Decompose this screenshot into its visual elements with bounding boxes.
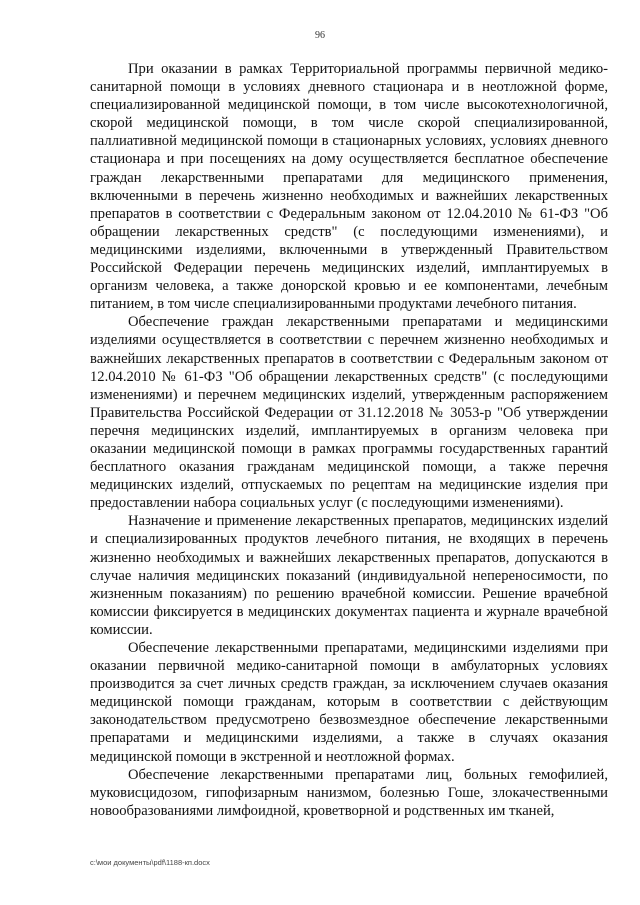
paragraph-3: Назначение и применение лекарственных препаратов, медицинских изделий и специализированных продуктов лечебного питания, не входящих в перечень жизненно необходимых и важнейших лекарственных препаратов, допускаются в случае наличия медицинских показаний (индивидуальной непереносимости, по жизненным показаниям) по решению врачебной комиссии. Решение врачебной комиссии фиксируется в медицинских документах пациента и журнале врачебной комиссии.	[90, 513, 608, 638]
page-number: 96	[315, 30, 325, 41]
paragraph-1: При оказании в рамках Территориальной программы первичной медико-санитарной помощи в условиях дневного стационара и в неотложной форме, специализированной медицинской помощи, в том числе высокотехнологичной, скорой медицинской помощи, в том числе скорой специализированной, паллиативной медицинской помощи в стационарных условиях, условиях дневного стационара и при посещениях на дому осуществляется бесплатное обеспечение граждан лекарственными препаратами для медицинского применения, включенными в перечень жизненно необходимых и важнейших лекарственных препаратов в соответствии с Федеральным законом от 12.04.2010 № 61-ФЗ "Об обращении лекарственных средств" (с последующими изменениями), и медицинскими изделиями, включенными в утвержденный Правительством Российской Федерации перечень медицинских изделий, имплантируемых в организм человека, а также донорской кровью и ее компонентами, лечебным питанием, в том числе специализированными продуктами лечебного питания.	[90, 61, 608, 313]
paragraph-2: Обеспечение граждан лекарственными препаратами и медицинскими изделиями осуществляется в соответствии с перечнем жизненно необходимых и важнейших лекарственных препаратов в соответствии с Федеральным законом от 12.04.2010 № 61-ФЗ "Об обращении лекарственных средств" (с последующими изменениями) и перечнем медицинских изделий, утвержденным распоряжением Правительства Российской Федерации от 31.12.2018 № 3053-р "Об утверждении перечня медицинских изделий, имплантируемых в организм человека при оказании медицинской помощи в рамках программы государственных гарантий бесплатного оказания гражданам медицинской помощи, а также перечня медицинских изделий, отпускаемых по рецептам на медицинские изделия при предоставлении набора социальных услуг (с последующими изменениями).	[90, 314, 608, 512]
paragraph-4: Обеспечение лекарственными препаратами, медицинскими изделиями при оказании первичной медико-санитарной помощи в амбулаторных условиях производится за счет личных средств граждан, за исключением случаев оказания медицинской помощи гражданам, которым в соответствии с действующим законодательством предусмотрено безвозмездное обеспечение лекарственными препаратами и медицинскими изделиями, а также в случаях оказания медицинской помощи в экстренной и неотложной формах.	[90, 640, 608, 765]
footer-file-path: c:\мои документы\pdf\1188-кп.docx	[90, 858, 210, 867]
document-body	[90, 60, 608, 820]
paragraph-5: Обеспечение лекарственными препаратами лиц, больных гемофилией, муковисцидозом, гипофизарным нанизмом, болезнью Гоше, злокачественными новообразованиями лимфоидной, кроветворной и родственных им тканей,	[90, 766, 608, 819]
